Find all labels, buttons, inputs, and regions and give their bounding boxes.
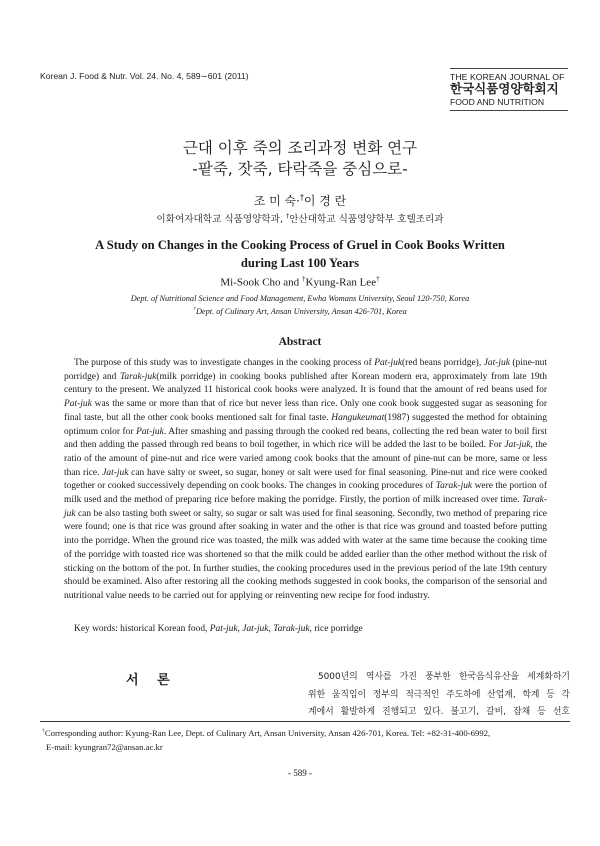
abstract-text: (red beans porridge),: [402, 358, 484, 368]
dagger-mark: †: [301, 275, 306, 283]
english-affil1: Dept. of Nutritional Science and Food Management, Ewha Womans University, Seoul 120-750, Korea: [130, 294, 470, 303]
keywords-text: ,: [268, 624, 274, 634]
journal-logo: [450, 68, 568, 111]
korean-title-line2: -팥죽, 잣죽, 타락죽을 중심으로-: [192, 160, 408, 178]
abstract-term: Hangukeumat: [331, 412, 385, 423]
keyword-term: Jat-juk: [242, 624, 269, 634]
abstract-term: Tarak-juk: [435, 481, 473, 492]
introduction-text: [308, 669, 570, 722]
dagger-mark: †: [376, 275, 380, 283]
keyword-term: Tarak-juk: [273, 624, 310, 634]
keyword-term: Pat-juk: [209, 624, 238, 634]
korean-affil1: 이화여자대학교 식품영양학과,: [156, 214, 283, 225]
english-author1: Mi-Sook Cho and: [220, 276, 300, 289]
keywords: [64, 624, 547, 634]
abstract-text: (1987) suggested the method for obtaining optimum color for: [64, 412, 547, 437]
dagger-mark: †: [42, 728, 45, 734]
journal-name-en-top: THE KOREAN JOURNAL OF: [450, 72, 565, 82]
abstract-heading: Abstract: [278, 336, 322, 348]
journal-name-ko: 한국식품영양학회지: [450, 82, 559, 97]
abstract-text: were the portion of milk used and the method of preparing rice before making the porridge. Firstly, the portion of milk increased over time.: [64, 481, 547, 506]
abstract-term: Pat-juk: [136, 426, 164, 437]
english-author2: Kyung-Ran Lee: [305, 276, 377, 289]
abstract-text: can be also tasting both sweet or salty, so sugar or salt was used for final seasoning. Secondly, two method of preparing rice were found; one is that rice was ground after soaking in water and the other is that rice was ground and toasted before putting into the porridge. When the ground rice was toasted, the milk was added with water at the same time because the cooking time of the porridge with toasted rice was shortened so that the milk could be added earlier than the other method without the risk of sticking on the bottom of the pot. In further studies, the cooking procedures used in the previous period of the late 19th century should be examined. Also after restoring all the cooking methods suggested in cook books, the comparison of the sensorial and nutritional value needs to be carried out for applying or reinventing new recipe for food industry.: [64, 508, 547, 601]
intro-line: 5000년의 역사를 가진 풍부한 한국음식유산을 세계화하기: [318, 672, 570, 682]
english-affil2: Dept. of Culinary Art, Ansan University, Ansan 426-701, Korea: [195, 306, 407, 316]
abstract-term: Jat-juk: [504, 440, 531, 451]
abstract-text: was the same or more than that of rice but never less than rice. Only one cook book suggested sugar as seasoning for final taste, but all the other cook books mentioned salt for final taste.: [64, 399, 547, 423]
english-authors: [0, 275, 600, 289]
abstract-term: Tarak-juk: [64, 495, 547, 519]
abstract-term: Pat-juk: [64, 399, 92, 410]
page-number: - 589 -: [288, 768, 312, 778]
intro-line: 계에서 활발하게 진행되고 있다. 불고기, 갈비, 잡채 등 선호: [308, 707, 570, 717]
english-title-line1: A Study on Changes in the Cooking Process of Gruel in Cook Books Written: [95, 238, 505, 252]
abstract-text: can have salty or sweet, so sugar, honey or salt were used for final seasoning. Pine-nut and rice were cooked together or cooked successively depending on cook books. The changes in cooking procedures of: [64, 467, 547, 492]
korean-author2: 이 경 란: [303, 194, 347, 208]
intro-line: 위한 움직임이 정부의 적극적인 주도하에 산업계, 학계 등 각: [308, 689, 570, 700]
keywords-text: Key words: historical Korean food,: [74, 624, 210, 634]
dagger-mark: †: [193, 306, 196, 312]
english-title: [60, 236, 540, 273]
dagger-mark: †: [299, 193, 304, 202]
abstract-term: Tarak-juk: [119, 371, 157, 382]
abstract-term: Jat-juk: [483, 358, 510, 368]
korean-authors: [0, 192, 600, 209]
footnote-divider: [40, 721, 570, 722]
footnote-email: E-mail: kyungran72@ansan.ac.kr: [46, 741, 163, 752]
keywords-text: ,: [237, 624, 243, 634]
section-heading-introduction: 서 론: [126, 673, 170, 688]
keywords-text: , rice porridge: [309, 624, 363, 634]
author-separator: ·: [296, 194, 300, 208]
journal-citation: Korean J. Food & Nutr. Vol. 24. No. 4, 589∼601 (2011): [40, 71, 249, 81]
english-affil2-line: [0, 306, 600, 316]
korean-author1: 조 미 숙: [253, 194, 297, 208]
abstract-text: . After smashing and passing through the cooked red beans, collecting the red bean water to boil first and then adding the passed through red beans to boil together, in which rice will be added the last to be boiled. For: [64, 426, 547, 451]
abstract-text: (milk porridge) in cooking books published after Korean modern era, approximately from late 19th century to the present. We analyzed 11 historical cook books were analyzed. It is found that the amount of red beans used for: [64, 371, 547, 396]
abstract-term: Jat-juk: [102, 467, 129, 478]
english-title-line2: during Last 100 Years: [240, 256, 360, 271]
footnote: [42, 724, 572, 754]
abstract-text: The purpose of this study was to investigate changes in the cooking process of: [74, 358, 375, 368]
abstract-text: , the ratio of the amount of pine-nut and rice were varied among cook books that the amount of pine-nut can be more, same or less than rice.: [64, 440, 547, 478]
korean-affil2: 안산대학교 식품영양학부 호텔조리과: [289, 214, 444, 225]
abstract-body: [64, 357, 547, 604]
abstract-term: Pat-juk: [374, 358, 403, 368]
abstract-text: (pine-nut porridge) and: [64, 358, 548, 382]
korean-affiliations: [0, 211, 600, 225]
korean-title-line1: 근대 이후 죽의 조리과정 변화 연구: [182, 139, 418, 157]
journal-name-en-bottom: FOOD AND NUTRITION: [450, 97, 568, 110]
footnote-corresponding: Corresponding author: Kyung-Ran Lee, Dept. of Culinary Art, Ansan University, Ansan 426-701, Korea. Tel: +82-31-400-6992,: [44, 727, 491, 738]
dagger-mark: †: [286, 212, 290, 220]
